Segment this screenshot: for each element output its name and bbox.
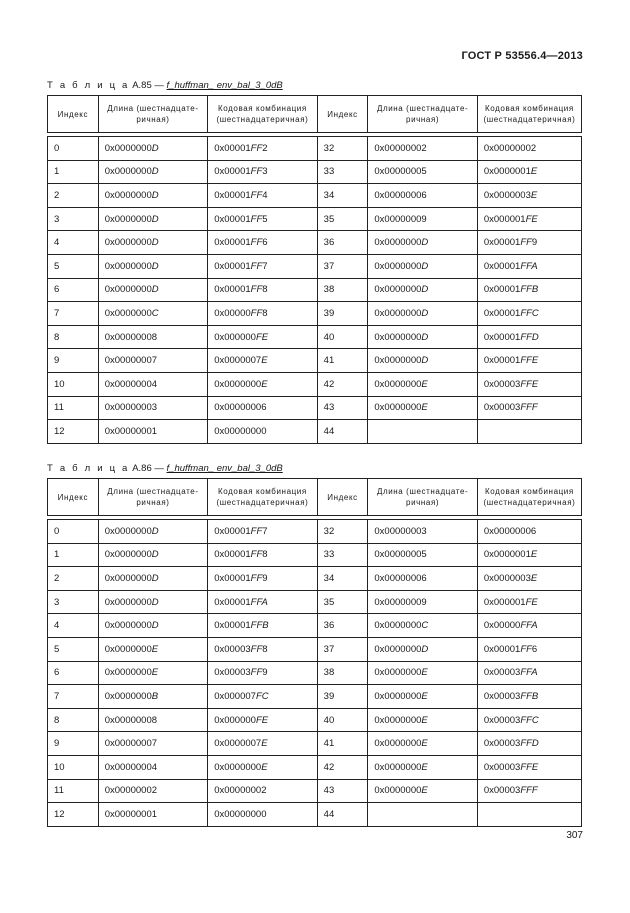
table-cell: 36: [317, 231, 368, 255]
table-cell: 0x00001FF3: [208, 160, 317, 184]
table-cell: 44: [317, 803, 368, 827]
column-header: Кодовая комбинация (шестнадцатеричная): [208, 479, 317, 516]
table-cell: 37: [317, 637, 368, 661]
table-row: [48, 803, 582, 827]
table-cell: 0x00000006: [368, 184, 477, 208]
table-cell: 0x00003FF9: [208, 661, 317, 685]
table-cell: 2: [48, 184, 99, 208]
table-row: [48, 231, 582, 255]
table-cell: 0x00001FF5: [208, 207, 317, 231]
table-cell: 0x00001FF6: [477, 637, 581, 661]
table-row: [48, 779, 582, 803]
table-cell: 0x0000000D: [98, 614, 207, 638]
table-cell: 0x0000000E: [208, 372, 317, 396]
table-cell: 0x0000000C: [368, 614, 477, 638]
table-cell: 0x00003FFF: [477, 779, 581, 803]
table-cell: 0x00000004: [98, 755, 207, 779]
table-cell: 0x00000009: [368, 590, 477, 614]
table-cell: 0x0000000D: [98, 231, 207, 255]
table-cell: [477, 803, 581, 827]
table-cell: 0x0000000E: [368, 396, 477, 420]
table-row: [48, 207, 582, 231]
caption-prefix: Т а б л и ц а: [47, 80, 130, 91]
table-row: [48, 137, 582, 161]
table-cell: 11: [48, 779, 99, 803]
table-cell: 0x00000001: [98, 420, 207, 444]
table-row: [48, 543, 582, 567]
document-standard-header: ГОСТ Р 53556.4—2013: [461, 50, 583, 62]
table-cell: 9: [48, 349, 99, 373]
table-cell: 7: [48, 685, 99, 709]
table-cell: 41: [317, 732, 368, 756]
table-cell: 0x000000FE: [208, 325, 317, 349]
table-cell: 0x00000006: [368, 567, 477, 591]
column-header: Кодовая комбинация (шестнадцатеричная): [477, 479, 581, 516]
table-cell: 0x00000008: [98, 708, 207, 732]
table-cell: 0x00000009: [368, 207, 477, 231]
table-cell: 0x0000000D: [368, 349, 477, 373]
table-cell: 0x0000000E: [98, 661, 207, 685]
table-cell: 0x0000007E: [208, 349, 317, 373]
table-cell: 0x000007FC: [208, 685, 317, 709]
table-cell: 0x00000003: [98, 396, 207, 420]
table-cell: 0x0000001E: [477, 543, 581, 567]
table-cell: 0x00003FFA: [477, 661, 581, 685]
table-cell: 0x00003FFC: [477, 708, 581, 732]
table-row: [48, 685, 582, 709]
table-cell: 0x00001FFB: [477, 278, 581, 302]
table-cell: 0x00001FF4: [208, 184, 317, 208]
table-cell: 0x00000000: [208, 803, 317, 827]
table-row: [48, 372, 582, 396]
table-cell: 5: [48, 254, 99, 278]
table-cell: 5: [48, 637, 99, 661]
table-cell: 0x00003FFF: [477, 396, 581, 420]
table-row: [48, 420, 582, 444]
table-cell: 0x0000000E: [208, 755, 317, 779]
table-row: [48, 732, 582, 756]
table-cell: 42: [317, 755, 368, 779]
table-cell: 0x000000FE: [208, 708, 317, 732]
column-header: Кодовая комбинация (шестнадцатеричная): [477, 96, 581, 133]
table-cell: [368, 803, 477, 827]
table-cell: 0x0000000E: [368, 685, 477, 709]
table-cell: 0x000001FE: [477, 207, 581, 231]
table-cell: [477, 420, 581, 444]
table-cell: 0x00001FFC: [477, 302, 581, 326]
table-header-row: [48, 479, 582, 516]
table-cell: 0x00000006: [477, 520, 581, 544]
table-cell: 11: [48, 396, 99, 420]
table-cell: 9: [48, 732, 99, 756]
huffman-table-a86: [47, 478, 582, 827]
table-cell: 0x00000002: [98, 779, 207, 803]
table-cell: 3: [48, 590, 99, 614]
table-cell: 0x0000000D: [368, 637, 477, 661]
column-header: Индекс: [48, 96, 99, 133]
table-cell: 0x0000000E: [368, 755, 477, 779]
table-cell: 0x0000001E: [477, 160, 581, 184]
table-cell: 0x00000003: [368, 520, 477, 544]
table-cell: 0x0000007E: [208, 732, 317, 756]
table-cell: 0x00000005: [368, 543, 477, 567]
table-row: [48, 349, 582, 373]
table-cell: 0x00001FF8: [208, 278, 317, 302]
table-cell: 1: [48, 160, 99, 184]
table-cell: 38: [317, 661, 368, 685]
table-cell: 0x00003FFE: [477, 372, 581, 396]
huffman-table-a85: [47, 95, 582, 444]
table-cell: 43: [317, 779, 368, 803]
table-cell: 43: [317, 396, 368, 420]
table-cell: 39: [317, 302, 368, 326]
table-cell: 0x00001FF7: [208, 254, 317, 278]
table-cell: 33: [317, 160, 368, 184]
table-cell: 0x0000000D: [98, 590, 207, 614]
table-cell: 0: [48, 520, 99, 544]
table-row: [48, 184, 582, 208]
table-a85-caption: [47, 80, 283, 91]
table-cell: 0x00000002: [477, 137, 581, 161]
table-cell: 0x0000000D: [368, 278, 477, 302]
table-row: [48, 567, 582, 591]
table-cell: 4: [48, 614, 99, 638]
caption-table-name: f_huffman_ env_bal_3_0dB: [166, 463, 283, 474]
table-row: [48, 254, 582, 278]
table-cell: 0x00001FF6: [208, 231, 317, 255]
table-cell: 1: [48, 543, 99, 567]
table-cell: 40: [317, 708, 368, 732]
table-cell: 0x000001FE: [477, 590, 581, 614]
table-cell: 12: [48, 420, 99, 444]
table-cell: 0x00000000: [208, 420, 317, 444]
table-cell: 0x00000FF8: [208, 302, 317, 326]
table-cell: 0x0000000D: [98, 184, 207, 208]
table-cell: 0x0000000E: [368, 779, 477, 803]
table-cell: 40: [317, 325, 368, 349]
table-cell: 7: [48, 302, 99, 326]
table-cell: 37: [317, 254, 368, 278]
table-cell: 2: [48, 567, 99, 591]
table-cell: 33: [317, 543, 368, 567]
table-cell: 0x00001FF9: [208, 567, 317, 591]
column-header: Индекс: [317, 479, 368, 516]
table-cell: 8: [48, 325, 99, 349]
table-cell: 0x0000000D: [368, 254, 477, 278]
table-cell: 0x0000000D: [98, 160, 207, 184]
table-cell: 0x0000000D: [98, 543, 207, 567]
table-cell: 0x0000000D: [98, 254, 207, 278]
table-cell: 0x00000FFA: [477, 614, 581, 638]
column-header: Длина (шестнадцате-ричная): [368, 96, 477, 133]
table-cell: 6: [48, 661, 99, 685]
table-cell: 36: [317, 614, 368, 638]
column-header: Длина (шестнадцате-ричная): [98, 479, 207, 516]
table-cell: 0x00001FFE: [477, 349, 581, 373]
table-row: [48, 302, 582, 326]
table-cell: 3: [48, 207, 99, 231]
table-row: [48, 614, 582, 638]
table-a86-caption: [47, 463, 283, 474]
column-header: Индекс: [48, 479, 99, 516]
caption-number: A.86 —: [132, 463, 164, 474]
table-cell: 8: [48, 708, 99, 732]
table-cell: [368, 420, 477, 444]
table-cell: 0x0000000B: [98, 685, 207, 709]
caption-prefix: Т а б л и ц а: [47, 463, 130, 474]
table-cell: 34: [317, 184, 368, 208]
table-row: [48, 278, 582, 302]
caption-table-name: f_huffman_ env_bal_3_0dB: [166, 80, 283, 91]
table-cell: 0x00001FF7: [208, 520, 317, 544]
page-number: 307: [566, 830, 583, 841]
table-cell: 0x00001FF9: [477, 231, 581, 255]
table-cell: 0x00000008: [98, 325, 207, 349]
table-cell: 0: [48, 137, 99, 161]
table-cell: 0x0000003E: [477, 184, 581, 208]
table-cell: 6: [48, 278, 99, 302]
table-cell: 0x00001FF2: [208, 137, 317, 161]
table-row: [48, 325, 582, 349]
table-cell: 42: [317, 372, 368, 396]
table-row: [48, 661, 582, 685]
table-cell: 12: [48, 803, 99, 827]
table-cell: 0x0000000D: [368, 325, 477, 349]
table-cell: 41: [317, 349, 368, 373]
table-cell: 0x00001FFA: [208, 590, 317, 614]
table-row: [48, 637, 582, 661]
table-cell: 0x00001FFD: [477, 325, 581, 349]
table-cell: 0x00001FFA: [477, 254, 581, 278]
table-cell: 44: [317, 420, 368, 444]
table-cell: 32: [317, 520, 368, 544]
table-cell: 0x0000000E: [368, 661, 477, 685]
table-cell: 0x00000007: [98, 732, 207, 756]
table-cell: 0x0000000D: [368, 302, 477, 326]
table-cell: 0x00000005: [368, 160, 477, 184]
caption-number: A.85 —: [132, 80, 164, 91]
column-header: Длина (шестнадцате-ричная): [98, 96, 207, 133]
table-cell: 0x0000000E: [368, 732, 477, 756]
table-cell: 10: [48, 372, 99, 396]
table-cell: 38: [317, 278, 368, 302]
table-cell: 0x00000007: [98, 349, 207, 373]
table-cell: 0x00000002: [208, 779, 317, 803]
column-header: Кодовая комбинация (шестнадцатеричная): [208, 96, 317, 133]
table-cell: 10: [48, 755, 99, 779]
table-cell: 35: [317, 590, 368, 614]
table-row: [48, 160, 582, 184]
table-header-row: [48, 96, 582, 133]
table-cell: 34: [317, 567, 368, 591]
table-cell: 0x0000000D: [98, 278, 207, 302]
table-cell: 0x00003FFB: [477, 685, 581, 709]
table-row: [48, 708, 582, 732]
table-cell: 0x00000002: [368, 137, 477, 161]
table-cell: 0x0000000D: [98, 207, 207, 231]
table-cell: 0x0000000D: [98, 520, 207, 544]
table-cell: 0x0000000D: [368, 231, 477, 255]
table-cell: 0x00001FFB: [208, 614, 317, 638]
table-cell: 39: [317, 685, 368, 709]
column-header: Длина (шестнадцате-ричная): [368, 479, 477, 516]
table-cell: 0x0000000E: [368, 372, 477, 396]
table-cell: 4: [48, 231, 99, 255]
table-cell: 0x0000000D: [98, 137, 207, 161]
table-cell: 0x0000000D: [98, 567, 207, 591]
table-cell: 0x00000001: [98, 803, 207, 827]
table-cell: 0x00001FF8: [208, 543, 317, 567]
table-cell: 0x00000004: [98, 372, 207, 396]
table-cell: 35: [317, 207, 368, 231]
column-header: Индекс: [317, 96, 368, 133]
table-cell: 0x00003FFE: [477, 755, 581, 779]
table-cell: 32: [317, 137, 368, 161]
table-row: [48, 590, 582, 614]
table-cell: 0x0000000E: [368, 708, 477, 732]
table-cell: 0x00003FFD: [477, 732, 581, 756]
table-row: [48, 520, 582, 544]
table-cell: 0x00000006: [208, 396, 317, 420]
table-cell: 0x0000000E: [98, 637, 207, 661]
table-row: [48, 755, 582, 779]
table-cell: 0x00003FF8: [208, 637, 317, 661]
table-cell: 0x0000003E: [477, 567, 581, 591]
table-cell: 0x0000000C: [98, 302, 207, 326]
table-row: [48, 396, 582, 420]
